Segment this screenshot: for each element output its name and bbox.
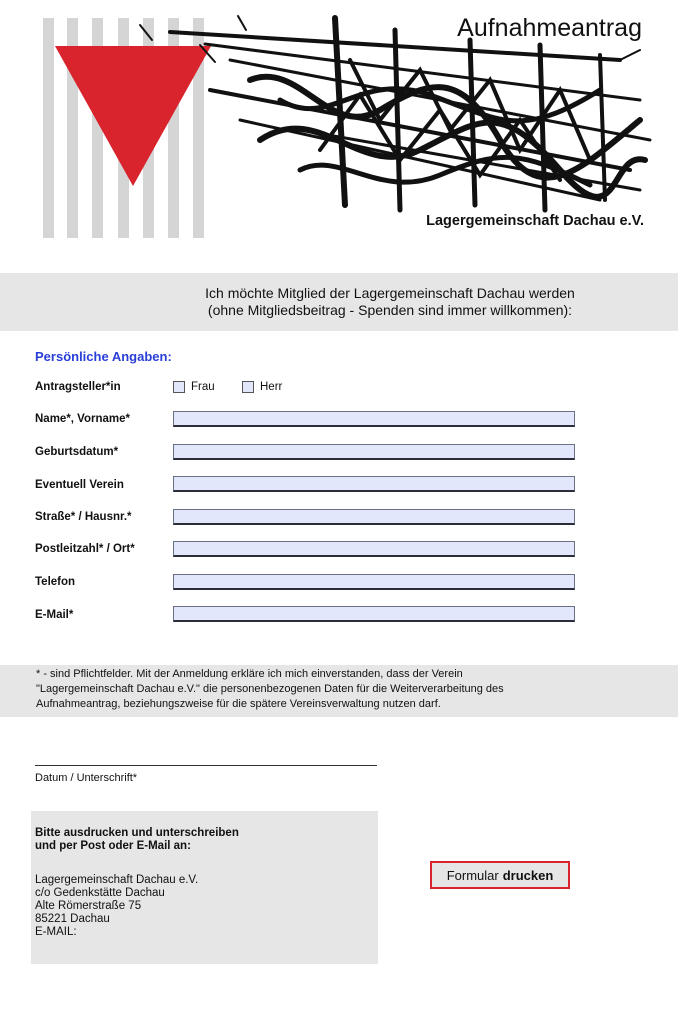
document-title: Aufnahmeantrag bbox=[457, 14, 642, 42]
header-logo-area bbox=[0, 0, 678, 248]
intro-line-1: Ich möchte Mitglied der Lagergemeinschaft Dachau werden bbox=[205, 285, 575, 301]
frau-checkbox[interactable] bbox=[173, 381, 185, 393]
address-line: 85221 Dachau bbox=[35, 913, 110, 925]
disclaimer-line-3: Aufnahmeantrag, beziehungszweise für die spätere Vereinsverwaltung nutzen darf. bbox=[36, 698, 441, 710]
email-field[interactable] bbox=[173, 606, 575, 622]
postal-city-field[interactable] bbox=[173, 541, 575, 557]
instruction-line-1: Bitte ausdrucken und unterschreiben bbox=[35, 827, 239, 839]
intro-band bbox=[0, 273, 678, 331]
section-heading-personal-data: Persönliche Angaben: bbox=[35, 349, 172, 364]
herr-checkbox[interactable] bbox=[242, 381, 254, 393]
disclaimer-band bbox=[0, 665, 678, 717]
birthdate-label: Geburtsdatum* bbox=[35, 446, 119, 458]
organization-name: Lagergemeinschaft Dachau e.V. bbox=[426, 213, 644, 229]
instruction-line-2: und per Post oder E-Mail an: bbox=[35, 840, 191, 852]
postal-city-label: Postleitzahl* / Ort* bbox=[35, 543, 135, 555]
disclaimer-line-2: "Lagergemeinschaft Dachau e.V." die personenbezogenen Daten für die Weiterverarbeitung des bbox=[36, 683, 504, 695]
disclaimer-text bbox=[36, 667, 636, 712]
address-line: c/o Gedenkstätte Dachau bbox=[35, 887, 165, 899]
print-form-button[interactable] bbox=[430, 861, 570, 889]
print-button-label-bold: drucken bbox=[502, 867, 554, 883]
signature-label: Datum / Unterschrift* bbox=[35, 772, 138, 784]
email-label: E-Mail* bbox=[35, 609, 74, 621]
address-line: Alte Römerstraße 75 bbox=[35, 900, 142, 912]
name-field[interactable] bbox=[173, 411, 575, 427]
club-field[interactable] bbox=[173, 476, 575, 492]
gender-option-herr[interactable] bbox=[242, 381, 282, 393]
mailing-instructions bbox=[35, 827, 365, 853]
club-label: Eventuell Verein bbox=[35, 479, 124, 491]
mailing-address-box bbox=[31, 811, 378, 964]
birthdate-field[interactable] bbox=[173, 444, 575, 460]
print-button-label: Formular bbox=[446, 867, 499, 883]
frau-label: Frau bbox=[191, 381, 215, 393]
address-line: E-MAIL: bbox=[35, 926, 77, 938]
intro-line-2: (ohne Mitgliedsbeitrag - Spenden sind immer willkommen): bbox=[207, 302, 573, 318]
street-field[interactable] bbox=[173, 509, 575, 525]
applicant-label: Antragsteller*in bbox=[35, 381, 121, 393]
postal-address bbox=[35, 874, 198, 939]
phone-label: Telefon bbox=[35, 576, 76, 588]
signature-line bbox=[35, 765, 377, 766]
herr-label: Herr bbox=[260, 381, 283, 393]
barbed-wire-sculpture-graphic bbox=[140, 16, 650, 210]
intro-text bbox=[150, 285, 630, 319]
disclaimer-line-1: * - sind Pflichtfelder. Mit der Anmeldung erkläre ich mich einverstanden, dass der Verein bbox=[36, 668, 463, 680]
address-line: Lagergemeinschaft Dachau e.V. bbox=[35, 874, 199, 886]
gender-option-frau[interactable] bbox=[173, 381, 215, 393]
phone-field[interactable] bbox=[173, 574, 575, 590]
street-label: Straße* / Hausnr.* bbox=[35, 511, 132, 523]
name-label: Name*, Vorname* bbox=[35, 413, 131, 425]
